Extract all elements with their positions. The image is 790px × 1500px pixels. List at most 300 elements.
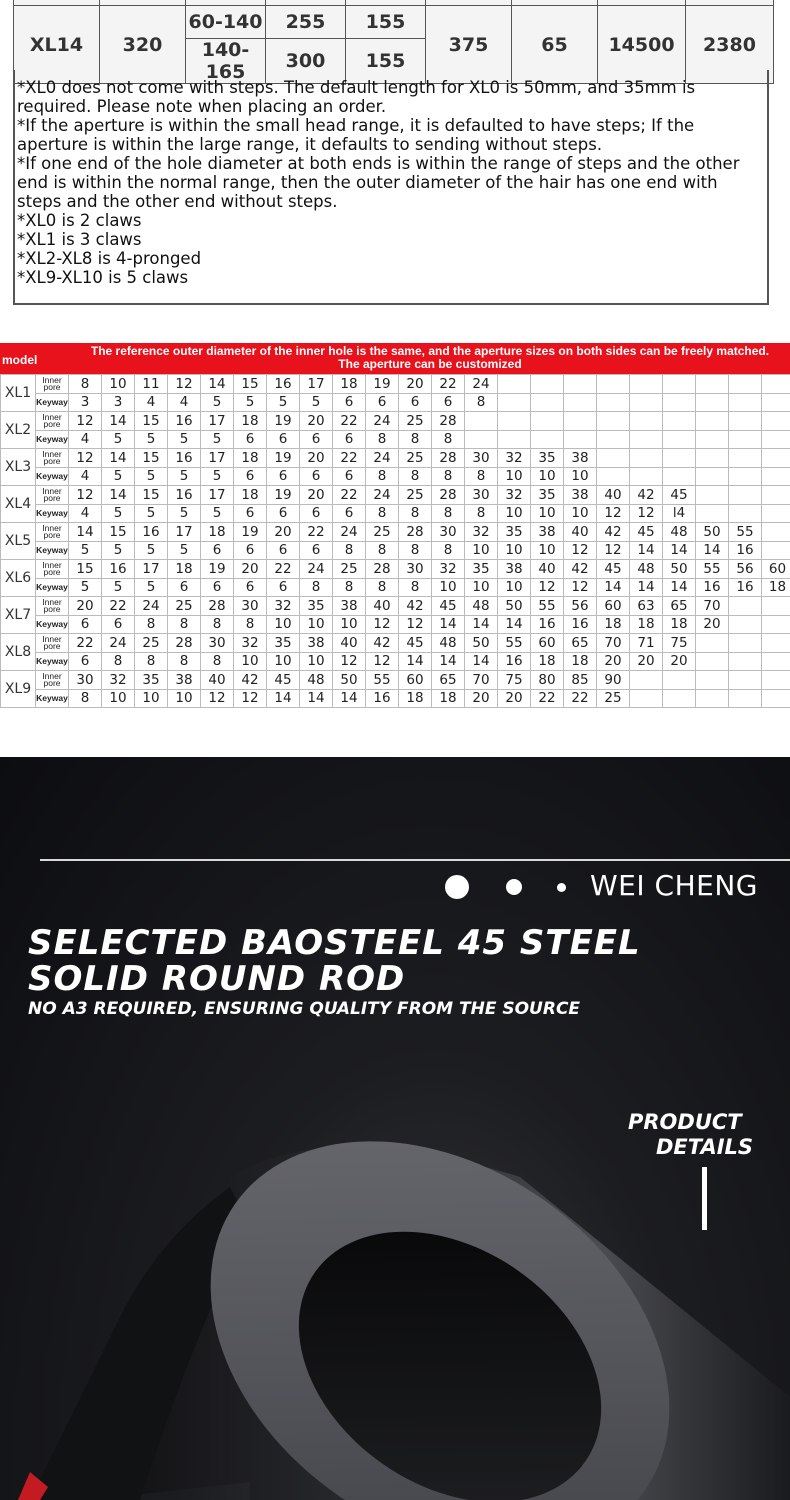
aperture-row-inner [1,375,790,394]
keyway-cell [729,652,762,671]
inner-pore-cell: 15 [135,486,168,505]
inner-pore-cell: 15 [69,560,102,579]
inner-pore-cell: 63 [630,597,663,616]
inner-pore-label: Inner pore [36,449,69,468]
keyway-cell [663,430,696,449]
keyway-cell [696,467,729,486]
keyway-cell [729,467,762,486]
keyway-cell: 25 [597,689,630,708]
inner-pore-cell: 90 [597,671,630,690]
keyway-cell: 8 [366,541,399,560]
inner-pore-cell: 24 [465,375,498,394]
inner-pore-cell: 12 [69,412,102,431]
aperture-row-keyway [1,430,790,449]
dot-large-icon [445,875,469,899]
inner-pore-cell: 30 [69,671,102,690]
keyway-cell [663,467,696,486]
keyway-label: Keyway [36,393,69,412]
keyway-cell: 6 [69,615,102,634]
inner-pore-cell: 20 [399,375,432,394]
keyway-label: Keyway [36,689,69,708]
keyway-cell: 6 [300,504,333,523]
keyway-cell: 8 [366,578,399,597]
dot-medium-icon [506,879,522,895]
keyway-cell: 6 [168,578,201,597]
inner-pore-cell: 70 [696,597,729,616]
inner-pore-cell: 32 [498,486,531,505]
spec-cell: 375 [426,6,512,84]
inner-pore-cell: 45 [399,634,432,653]
inner-pore-cell: 28 [399,523,432,542]
spec-cell: 155 [346,39,426,84]
inner-pore-cell: 24 [366,486,399,505]
inner-pore-cell: 50 [465,634,498,653]
inner-pore-label: Inner pore [36,560,69,579]
inner-pore-cell: 22 [267,560,300,579]
keyway-cell: 6 [234,541,267,560]
subheadline: NO A3 REQUIRED, ENSURING QUALITY FROM THE SOURCE [28,999,581,1019]
keyway-cell [762,541,790,560]
keyway-cell: 6 [333,393,366,412]
inner-pore-cell [729,597,762,616]
keyway-cell: 12 [201,689,234,708]
keyway-cell: 16 [729,541,762,560]
headline-line1: SELECTED BAOSTEEL 45 STEEL [28,923,641,963]
keyway-cell: 6 [201,541,234,560]
inner-pore-cell: 28 [201,597,234,616]
keyway-cell: 8 [102,652,135,671]
inner-pore-cell: 15 [135,412,168,431]
keyway-cell: 8 [432,467,465,486]
inner-pore-cell [597,375,630,394]
inner-pore-cell: 38 [498,560,531,579]
keyway-cell: 5 [135,504,168,523]
keyway-cell: 6 [300,541,333,560]
keyway-cell: 5 [102,467,135,486]
inner-pore-cell: 55 [729,523,762,542]
keyway-cell: 3 [102,393,135,412]
keyway-cell: 5 [102,430,135,449]
inner-pore-cell: 17 [135,560,168,579]
keyway-cell [762,504,790,523]
keyway-cell: 5 [135,578,168,597]
inner-pore-label: Inner pore [36,375,69,394]
product-details-line2: DETAILS [656,1135,754,1159]
keyway-cell: 5 [102,504,135,523]
inner-pore-cell: 19 [267,412,300,431]
inner-pore-cell [762,634,790,653]
keyway-cell: 6 [333,504,366,523]
inner-pore-cell: 42 [234,671,267,690]
inner-pore-cell: 28 [432,449,465,468]
keyway-cell: 5 [168,504,201,523]
keyway-cell: 10 [267,652,300,671]
inner-pore-cell [663,671,696,690]
keyway-cell: 8 [399,578,432,597]
product-details-line1: PRODUCT [628,1110,742,1134]
keyway-cell: 6 [69,652,102,671]
keyway-cell: 5 [135,430,168,449]
inner-pore-cell: 60 [762,560,790,579]
note-line: *XL0 is 2 claws [17,211,142,230]
keyway-cell: 5 [201,504,234,523]
keyway-cell: 14 [696,541,729,560]
inner-pore-cell: 25 [168,597,201,616]
keyway-cell: 5 [135,541,168,560]
model-cell: XL8 [1,634,36,671]
keyway-cell [762,689,790,708]
note-line: *If one end of the hole diameter at both ends is within the range of steps and the other end is within the normal range, then the outer diameter of the hair has one end with steps and the other end without steps. [17,154,740,211]
keyway-cell: 18 [432,689,465,708]
inner-pore-cell [729,375,762,394]
inner-pore-cell: 19 [267,486,300,505]
inner-pore-cell: 20 [267,523,300,542]
keyway-cell [762,652,790,671]
inner-pore-cell: 45 [663,486,696,505]
inner-pore-cell: 35 [465,560,498,579]
inner-pore-cell [630,412,663,431]
keyway-cell: 12 [333,652,366,671]
inner-pore-cell: 38 [564,486,597,505]
inner-pore-cell: 25 [399,449,432,468]
note-line: *If the aperture is within the small head range, it is defaulted to have steps; If the aperture is within the large range, it defaults to sending without steps. [17,116,695,154]
notes-box [13,70,769,305]
inner-pore-cell: 32 [498,449,531,468]
keyway-cell [630,467,663,486]
aperture-table-title [70,345,790,371]
keyway-cell: 6 [267,578,300,597]
aperture-row-inner [1,412,790,431]
keyway-cell [696,689,729,708]
keyway-cell: 5 [135,467,168,486]
keyway-cell: 6 [234,578,267,597]
keyway-cell: 10 [300,652,333,671]
product-banner [0,757,790,1500]
inner-pore-cell [762,449,790,468]
inner-pore-cell: 16 [267,375,300,394]
inner-pore-cell: 28 [168,634,201,653]
keyway-cell: 4 [69,504,102,523]
keyway-cell: 6 [300,430,333,449]
inner-pore-cell: 16 [135,523,168,542]
inner-pore-cell: 18 [234,486,267,505]
inner-pore-cell [663,412,696,431]
model-cell: XL5 [1,523,36,560]
inner-pore-cell: 28 [432,412,465,431]
keyway-cell: 10 [498,578,531,597]
headline [28,925,641,997]
inner-pore-cell: 30 [234,597,267,616]
model-cell: XL6 [1,560,36,597]
keyway-label: Keyway [36,541,69,560]
keyway-cell: 12 [531,578,564,597]
keyway-cell: 10 [531,504,564,523]
keyway-cell: 10 [300,615,333,634]
inner-pore-cell [498,375,531,394]
keyway-cell: 5 [234,393,267,412]
keyway-cell: 8 [168,652,201,671]
keyway-cell: 6 [234,467,267,486]
keyway-cell [729,615,762,634]
keyway-cell: 4 [168,393,201,412]
keyway-cell: 10 [102,689,135,708]
model-cell: XL9 [1,671,36,708]
inner-pore-cell: 17 [201,486,234,505]
inner-pore-cell [762,486,790,505]
inner-pore-cell: 10 [102,375,135,394]
inner-pore-cell [564,375,597,394]
inner-pore-cell: 30 [432,523,465,542]
keyway-cell: 18 [597,615,630,634]
keyway-cell: 14 [432,652,465,671]
spec-cell: 155 [346,6,426,39]
inner-pore-cell: 50 [696,523,729,542]
inner-pore-cell [762,523,790,542]
inner-pore-cell: 42 [564,560,597,579]
keyway-cell: 12 [366,615,399,634]
keyway-cell [762,615,790,634]
keyway-cell: 18 [630,615,663,634]
divider-line [40,859,790,861]
inner-pore-cell: 55 [366,671,399,690]
keyway-cell: 16 [729,578,762,597]
inner-pore-cell: 50 [498,597,531,616]
note-line: *XL1 is 3 claws [17,230,142,249]
inner-pore-cell: 40 [366,597,399,616]
keyway-cell: 8 [300,578,333,597]
inner-pore-cell [630,671,663,690]
inner-pore-cell: 16 [102,560,135,579]
inner-pore-cell [465,412,498,431]
inner-pore-cell: 14 [201,375,234,394]
keyway-cell: 10 [564,504,597,523]
keyway-cell: 10 [498,467,531,486]
inner-pore-cell: 38 [564,449,597,468]
inner-pore-cell: 48 [663,523,696,542]
keyway-label: Keyway [36,504,69,523]
keyway-cell: 18 [399,689,432,708]
keyway-cell [498,430,531,449]
keyway-cell: 8 [201,615,234,634]
keyway-cell: 18 [663,615,696,634]
inner-pore-cell [762,671,790,690]
keyway-cell: 5 [102,578,135,597]
spec-model-cell: XL14 [14,6,100,84]
inner-pore-label: Inner pore [36,412,69,431]
keyway-cell: 8 [465,393,498,412]
aperture-row-keyway [1,541,790,560]
keyway-cell: 8 [399,541,432,560]
aperture-row-keyway [1,578,790,597]
inner-pore-cell: 40 [531,560,564,579]
aperture-row-inner [1,634,790,653]
inner-pore-cell: 75 [663,634,696,653]
inner-pore-cell: 24 [366,412,399,431]
inner-pore-cell: 24 [135,597,168,616]
keyway-cell: 6 [333,430,366,449]
keyway-cell [663,689,696,708]
inner-pore-cell: 14 [69,523,102,542]
keyway-cell: 8 [333,578,366,597]
keyway-cell: 8 [366,504,399,523]
inner-pore-cell [630,375,663,394]
keyway-cell: 10 [267,615,300,634]
vertical-accent-bar [702,1167,707,1230]
inner-pore-cell: 38 [531,523,564,542]
keyway-label: Keyway [36,467,69,486]
inner-pore-cell [531,412,564,431]
inner-pore-cell: 70 [465,671,498,690]
inner-pore-cell: 40 [201,671,234,690]
keyway-cell [498,393,531,412]
inner-pore-cell: 14 [102,486,135,505]
aperture-row-keyway [1,504,790,523]
keyway-cell: 14 [333,689,366,708]
keyway-cell: 4 [135,393,168,412]
keyway-cell: 22 [531,689,564,708]
keyway-cell: 20 [597,652,630,671]
keyway-cell: 5 [102,541,135,560]
aperture-row-inner [1,486,790,505]
inner-pore-cell [729,412,762,431]
model-cell: XL1 [1,375,36,412]
keyway-cell: 14 [267,689,300,708]
inner-pore-cell: 22 [300,523,333,542]
aperture-table-header [0,343,790,374]
inner-pore-cell: 35 [300,597,333,616]
note-line: *XL0 does not come with steps. The default length for XL0 is 50mm, and 35mm is required. Please note when placing an order. [17,78,696,116]
note-line: *XL9-XL10 is 5 claws [17,268,189,287]
keyway-cell: 5 [168,467,201,486]
inner-pore-label: Inner pore [36,671,69,690]
keyway-cell [729,504,762,523]
inner-pore-cell: 17 [300,375,333,394]
inner-pore-cell: 25 [366,523,399,542]
keyway-cell [663,393,696,412]
keyway-cell: 20 [465,689,498,708]
keyway-cell [564,393,597,412]
inner-pore-cell: 30 [201,634,234,653]
inner-pore-cell: 18 [201,523,234,542]
inner-pore-cell: 55 [498,634,531,653]
keyway-cell [729,689,762,708]
keyway-cell: 6 [432,393,465,412]
inner-pore-cell: 22 [102,597,135,616]
keyway-cell: 5 [201,393,234,412]
keyway-cell: 10 [531,541,564,560]
spec-range-cell: 60-140 [186,6,266,39]
aperture-row-keyway [1,689,790,708]
inner-pore-cell: 35 [531,486,564,505]
inner-pore-cell: 60 [531,634,564,653]
inner-pore-cell [696,375,729,394]
keyway-cell: 5 [69,541,102,560]
model-cell: XL3 [1,449,36,486]
inner-pore-cell: 32 [267,597,300,616]
keyway-cell [597,393,630,412]
inner-pore-cell: 48 [630,560,663,579]
model-cell: XL2 [1,412,36,449]
spec-cell: 300 [266,39,346,84]
keyway-cell: 14 [432,615,465,634]
inner-pore-cell: 16 [168,449,201,468]
keyway-cell [762,393,790,412]
keyway-cell: 8 [399,430,432,449]
keyway-cell: 16 [531,615,564,634]
keyway-cell: 18 [564,652,597,671]
inner-pore-cell: 35 [531,449,564,468]
keyway-cell: 6 [201,578,234,597]
inner-pore-cell: 17 [168,523,201,542]
inner-pore-cell: 14 [102,412,135,431]
keyway-cell: 4 [69,467,102,486]
spec-cell: 14500 [598,6,686,84]
inner-pore-cell: 20 [300,486,333,505]
inner-pore-cell: 16 [168,412,201,431]
note-line: *XL2-XL8 is 4-pronged [17,249,202,268]
inner-pore-cell: 22 [333,449,366,468]
dot-small-icon [557,883,566,892]
inner-pore-label: Inner pore [36,597,69,616]
keyway-cell [630,430,663,449]
inner-pore-cell [597,412,630,431]
keyway-cell: 12 [597,541,630,560]
inner-pore-cell: 20 [69,597,102,616]
keyway-cell: 8 [432,430,465,449]
inner-pore-cell: 48 [432,634,465,653]
keyway-cell: 20 [696,615,729,634]
inner-pore-cell: 12 [69,449,102,468]
inner-pore-cell: 22 [333,486,366,505]
aperture-row-inner [1,597,790,616]
inner-pore-cell: 12 [69,486,102,505]
keyway-cell [696,430,729,449]
inner-pore-cell [729,486,762,505]
inner-pore-label: Inner pore [36,523,69,542]
keyway-cell [597,467,630,486]
keyway-cell: 8 [432,541,465,560]
inner-pore-cell: 45 [267,671,300,690]
aperture-row-inner [1,671,790,690]
inner-pore-cell: 60 [399,671,432,690]
inner-pore-label: Inner pore [36,634,69,653]
keyway-cell: 14 [465,652,498,671]
keyway-cell: 10 [333,615,366,634]
keyway-cell [531,393,564,412]
keyway-cell: 10 [531,467,564,486]
keyway-cell: 18 [762,578,790,597]
inner-pore-cell: 48 [300,671,333,690]
keyway-cell: 14 [597,578,630,597]
keyway-cell: 8 [234,615,267,634]
inner-pore-cell: 16 [168,486,201,505]
inner-pore-cell [696,449,729,468]
inner-pore-cell [696,671,729,690]
keyway-cell: 12 [564,541,597,560]
inner-pore-cell: 19 [234,523,267,542]
inner-pore-cell: 60 [597,597,630,616]
model-cell: XL4 [1,486,36,523]
keyway-cell: 8 [366,430,399,449]
inner-pore-cell: 80 [531,671,564,690]
keyway-cell: l4 [663,504,696,523]
keyway-cell: 12 [234,689,267,708]
inner-pore-cell: 22 [333,412,366,431]
inner-pore-cell: 22 [69,634,102,653]
inner-pore-cell: 20 [234,560,267,579]
inner-pore-cell: 12 [168,375,201,394]
inner-pore-cell: 42 [630,486,663,505]
